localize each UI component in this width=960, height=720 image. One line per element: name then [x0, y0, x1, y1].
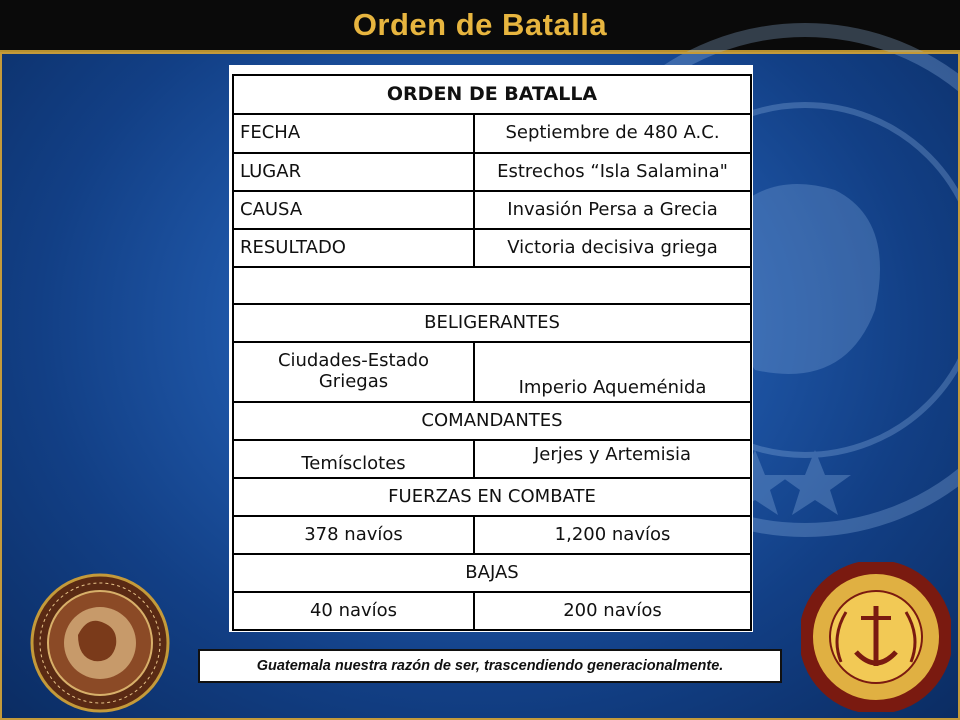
table-heading: ORDEN DE BATALLA	[233, 75, 751, 114]
table-row	[233, 153, 751, 191]
footer-motto: Guatemala nuestra razón de ser, trascendiendo generacionalmente.	[198, 649, 782, 683]
row-label-resultado: RESULTADO	[233, 229, 474, 267]
row-value-resultado: Victoria decisiva griega	[474, 229, 751, 267]
table-row	[233, 516, 751, 554]
blank-row	[233, 267, 751, 304]
section-bajas: BAJAS	[233, 554, 751, 592]
bajas-persas: 200 navíos	[474, 592, 751, 630]
battle-order-table	[232, 74, 752, 631]
beligerante-griego: Ciudades-Estado Griegas	[233, 342, 474, 402]
ejercito-seal-icon	[30, 573, 170, 713]
section-beligerantes: BELIGERANTES	[233, 304, 751, 342]
table-row	[233, 342, 751, 402]
row-value-lugar: Estrechos “Isla Salamina"	[474, 153, 751, 191]
table-row	[233, 229, 751, 267]
section-comandantes: COMANDANTES	[233, 402, 751, 440]
comandante-persa: Jerjes y Artemisia	[474, 440, 751, 478]
battle-order-document	[229, 65, 753, 632]
section-fuerzas: FUERZAS EN COMBATE	[233, 478, 751, 516]
table-row	[233, 191, 751, 229]
bajas-griegas: 40 navíos	[233, 592, 474, 630]
blank-cell	[233, 267, 751, 304]
row-label-causa: CAUSA	[233, 191, 474, 229]
table-row	[233, 440, 751, 478]
fuerzas-persas: 1,200 navíos	[474, 516, 751, 554]
row-label-lugar: LUGAR	[233, 153, 474, 191]
row-value-fecha: Septiembre de 480 A.C.	[474, 114, 751, 153]
row-label-fecha: FECHA	[233, 114, 474, 153]
beligerante-persa: Imperio Aqueménida	[474, 342, 751, 402]
page-title: Orden de Batalla	[352, 7, 608, 42]
fuerzas-griegas: 378 navíos	[233, 516, 474, 554]
table-row	[233, 114, 751, 153]
marina-seal-icon	[801, 562, 951, 712]
table-row	[233, 592, 751, 630]
row-value-causa: Invasión Persa a Grecia	[474, 191, 751, 229]
comandante-griego: Temísclotes	[233, 440, 474, 478]
